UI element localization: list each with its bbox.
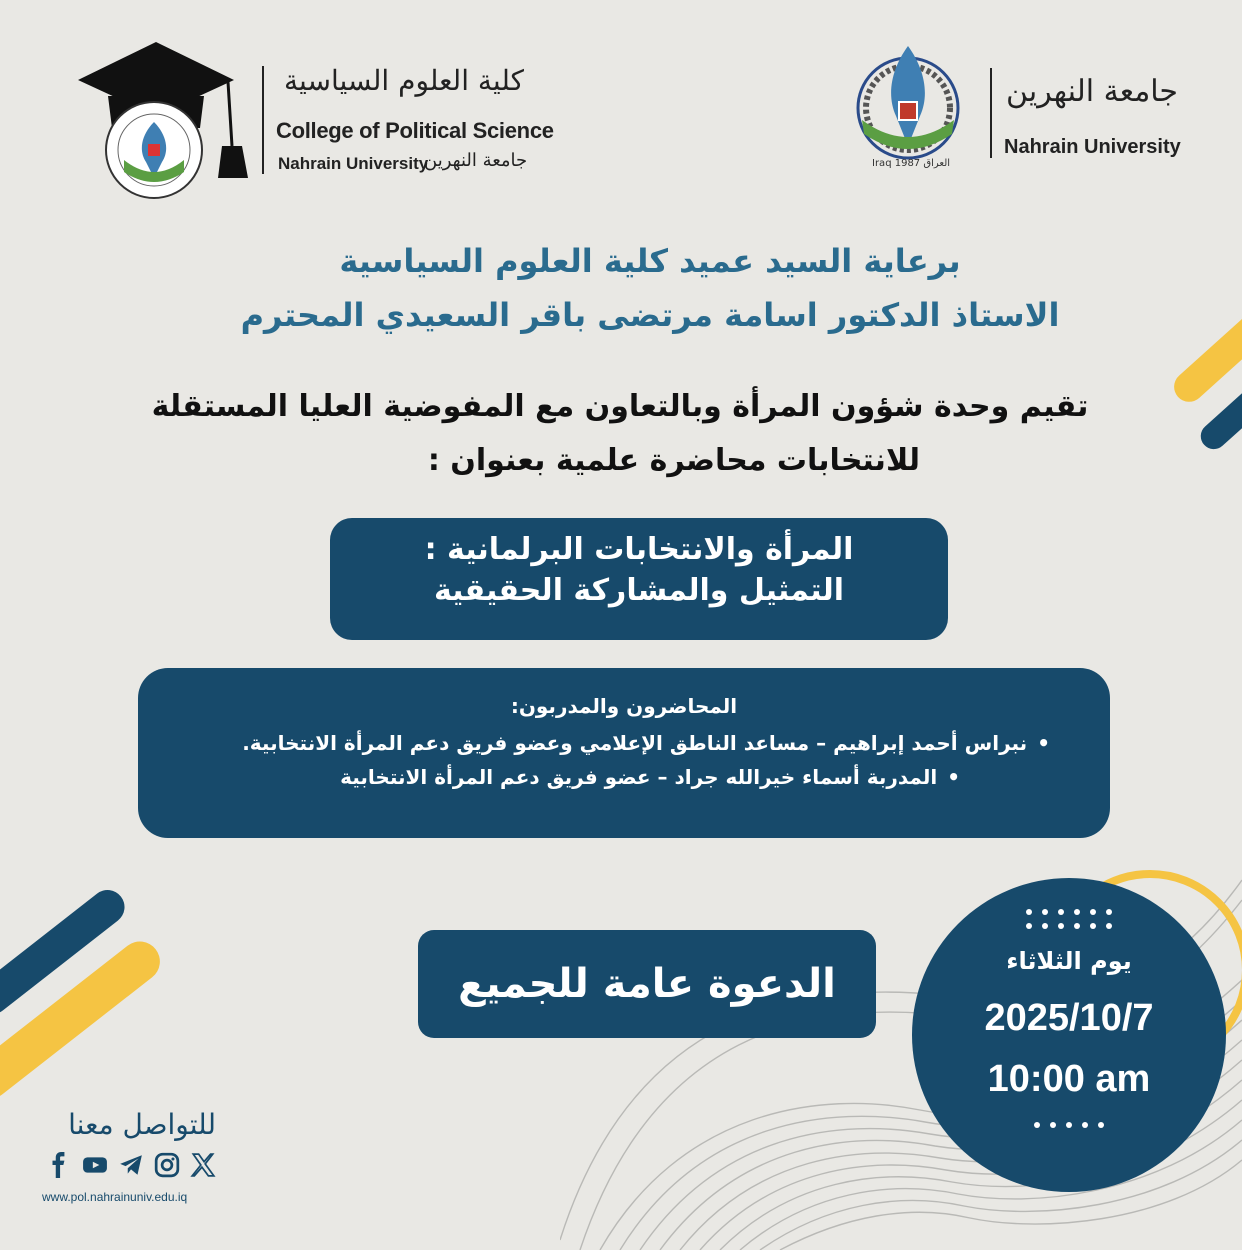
- schedule-date: 2025/10/7: [984, 997, 1154, 1039]
- intro-line-2: للانتخابات محاضرة علمية بعنوان :: [427, 443, 920, 478]
- college-seal-icon: [104, 100, 204, 200]
- telegram-icon[interactable]: [118, 1152, 144, 1178]
- university-english-name: Nahrain University: [1004, 136, 1181, 158]
- schedule-time: 10:00 am: [987, 1058, 1151, 1100]
- speakers-box: [138, 668, 1110, 838]
- invitation-text: الدعوة عامة للجميع: [458, 961, 836, 1007]
- yellow-diagonal-bar-right: [1168, 292, 1242, 408]
- invitation-box: [418, 930, 876, 1038]
- lecture-title-box: [330, 518, 948, 640]
- patronage-line-1: برعاية السيد عميد كلية العلوم السياسية: [339, 242, 961, 280]
- logo-divider: [262, 66, 264, 174]
- contact-label: للتواصل معنا: [68, 1108, 216, 1141]
- college-university-ar: جامعة النهرين: [424, 150, 528, 171]
- facebook-icon[interactable]: [46, 1152, 72, 1178]
- patronage-line-2: الاستاذ الدكتور اسامة مرتضى باقر السعيدي المحترم: [240, 296, 1060, 334]
- speakers-heading: المحاضرون والمدربون:: [510, 694, 738, 718]
- website-link[interactable]: www.pol.nahrainuniv.edu.iq: [42, 1190, 188, 1204]
- youtube-icon[interactable]: [82, 1152, 108, 1178]
- speaker-item: •نبراس أحمد إبراهيم – مساعد الناطق الإعلامي وعضو فريق دعم المرأة الانتخابية.: [242, 731, 1050, 755]
- university-seal-icon: [840, 42, 980, 172]
- college-logo: [78, 38, 554, 198]
- social-icons: [42, 1152, 222, 1182]
- lecture-title-line-2: التمثيل والمشاركة الحقيقية: [433, 572, 845, 608]
- college-university-en: Nahrain University: [278, 154, 429, 173]
- dots-decoration: [912, 1119, 1226, 1128]
- lecture-title-line-1: المرأة والانتخابات البرلمانية :: [424, 532, 854, 567]
- college-english-name: College of Political Science: [276, 118, 554, 143]
- college-arabic-name: كلية العلوم السياسية: [284, 64, 524, 97]
- logo-divider: [990, 68, 992, 158]
- x-icon[interactable]: [190, 1152, 216, 1178]
- speakers-list: [138, 726, 1110, 794]
- university-seal-bottom-text: Iraq 1987 العراق: [872, 158, 951, 169]
- schedule-circle: [912, 878, 1226, 1192]
- speaker-item: •المدربة أسماء خيرالله جراد – عضو فريق دعم المرأة الانتخابية: [340, 765, 960, 789]
- university-arabic-name: جامعة النهرين: [1006, 74, 1178, 109]
- intro-line-1: تقيم وحدة شؤون المرأة وبالتعاون مع المفوضية العليا المستقلة: [151, 389, 1089, 424]
- dots-decoration: [912, 906, 1226, 929]
- schedule-day: يوم الثلاثاء: [1006, 947, 1132, 975]
- university-logo: [840, 38, 1200, 178]
- instagram-icon[interactable]: [154, 1152, 180, 1178]
